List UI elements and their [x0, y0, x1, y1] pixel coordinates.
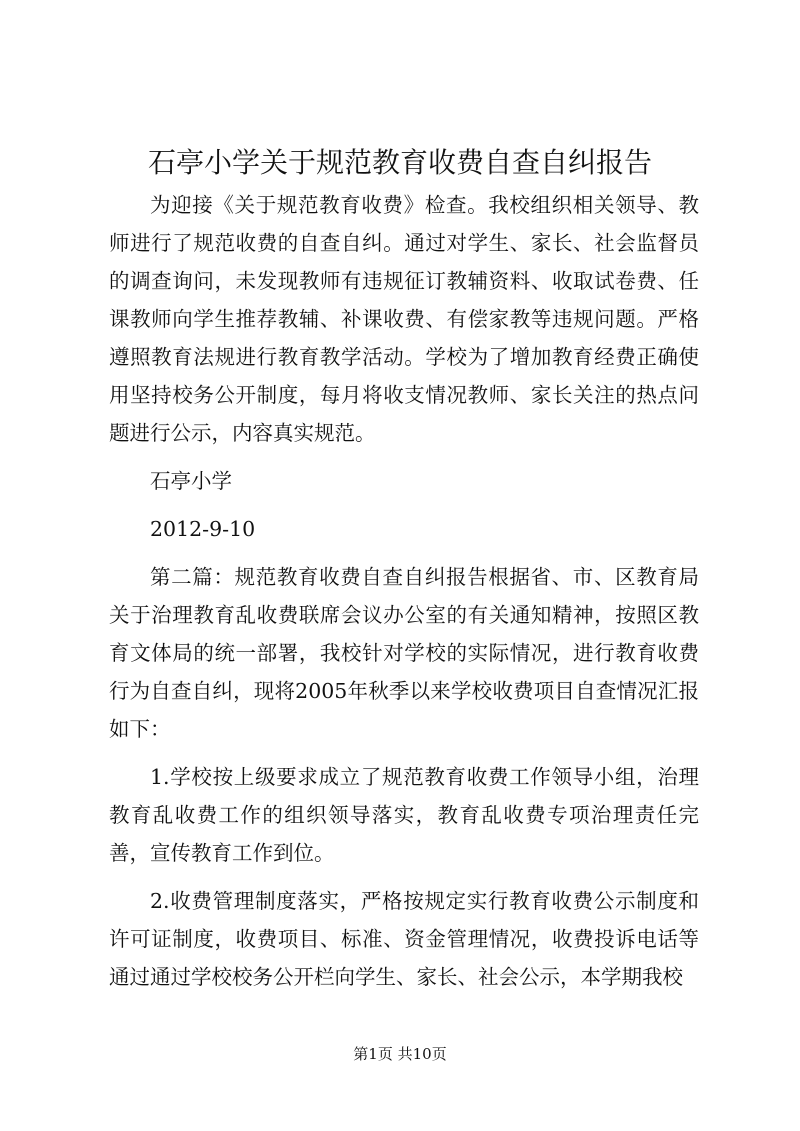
paragraph-second-article: 第二篇：规范教育收费自查自纠报告根据省、市、区教育局关于治理教育乱收费联席会议办公室的有关通知精神，按照区教育文体局的统一部署，我校针对学校的实际情况，进行教育收费行为自查自纠，现将2005年秋季以来学校收费项目自查情况汇报如下： [109, 565, 699, 741]
page-footer: 第1页 共10页 [353, 1045, 447, 1063]
document-title: 石亭小学关于规范教育收费自查自纠报告 [147, 146, 652, 179]
signature-school: 石亭小学 [150, 469, 232, 493]
paragraph-item-2: 2.收费管理制度落实，严格按规定实行教育收费公示制度和许可证制度，收费项目、标准、资金管理情况，收费投诉电话等通过通过学校校务公开栏向学生、家长、社会公示，本学期我校 [109, 889, 699, 989]
signature-date: 2012-9-10 [150, 517, 256, 541]
paragraph-intro: 为迎接《关于规范教育收费》检查。我校组织相关领导、教师进行了规范收费的自查自纠。通过对学生、家长、社会监督员的调查询问，未发现教师有违规征订教辅资料、收取试卷费、任课教师向学生推荐教辅、补课收费、有偿家教等违规问题。严格遵照教育法规进行教育教学活动。学校为了增加教育经费正确使用坚持校务公开制度，每月将收支情况教师、家长关注的热点问题进行公示，内容真实规范。 [109, 193, 699, 445]
paragraph-item-1: 1.学校按上级要求成立了规范教育收费工作领导小组，治理教育乱收费工作的组织领导落实，教育乱收费专项治理责任完善，宣传教育工作到位。 [109, 765, 699, 865]
document-body [109, 186, 699, 996]
